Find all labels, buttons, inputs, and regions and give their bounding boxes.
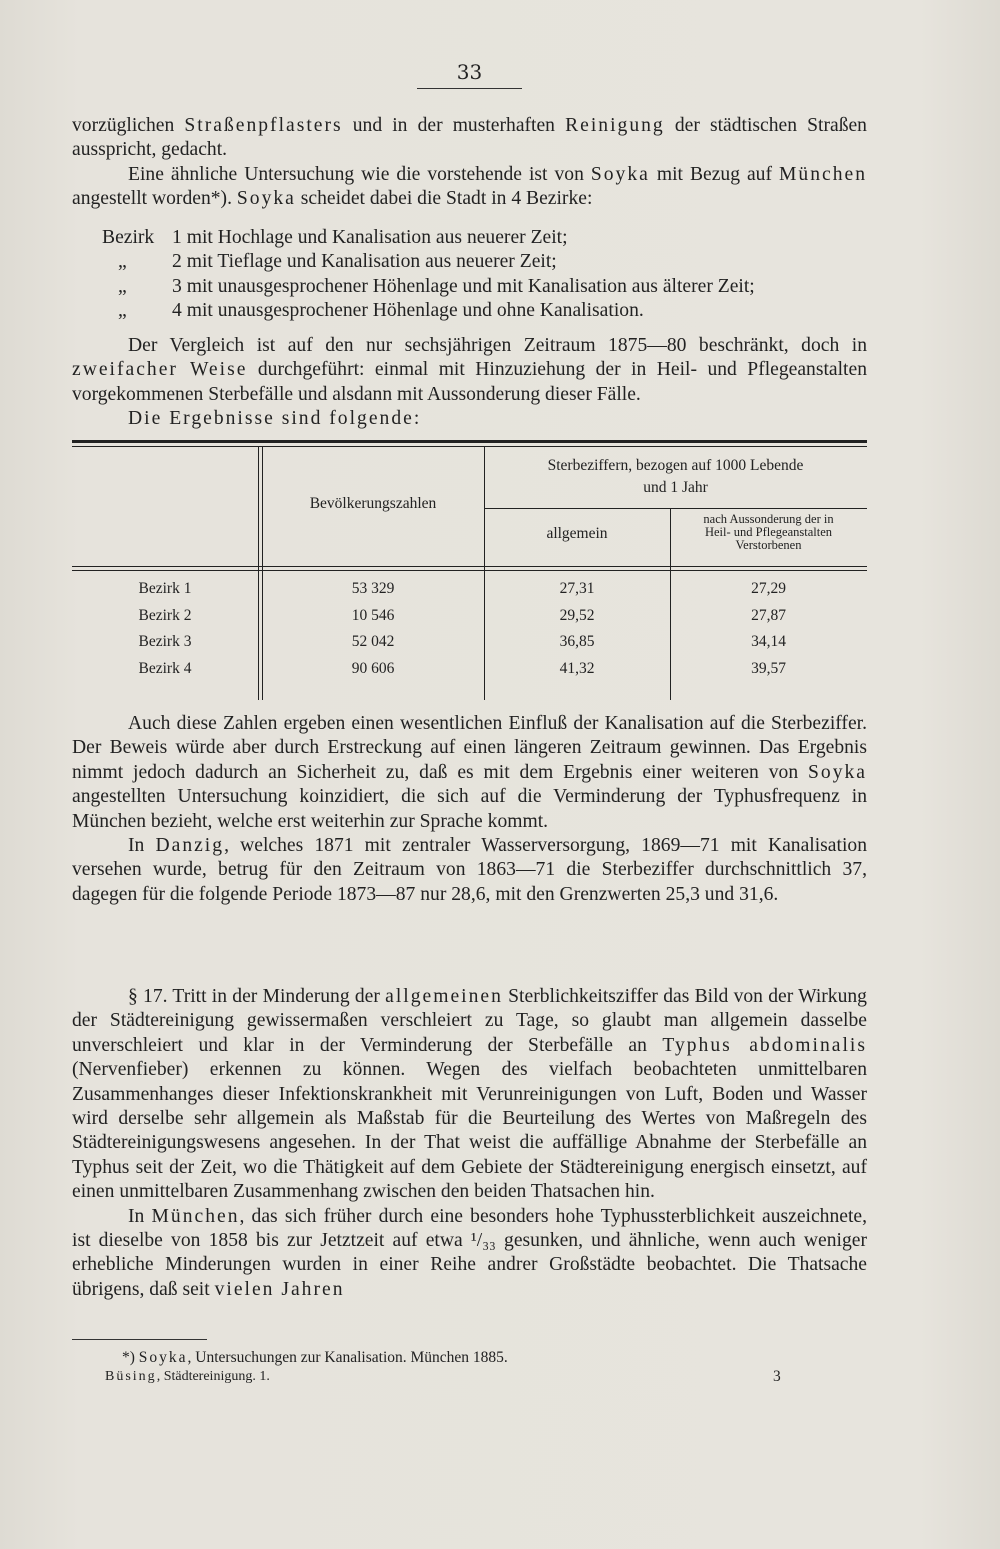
table-top-rule xyxy=(72,440,867,443)
header-mortality-line1: Sterbeziffern, bezogen auf 1000 Lebende xyxy=(547,457,804,474)
district-list xyxy=(102,226,755,324)
header-mortality-line2: und 1 Jahr xyxy=(643,479,708,496)
header-excl-line2: Heil- und Pflegeanstalten xyxy=(704,525,833,539)
text-block-section-17 xyxy=(72,985,867,1302)
table-top-rule-thin xyxy=(72,446,867,447)
paragraph-6: In Danzig, welches 1871 mit zentraler Wasserversorgung, 1869—71 mit Kanalisation versehen wurde, betrug für den Zeitraum von 1863—71 die Sterbeziffer durchschnittlich 37, dagegen für die folgende Periode 1873—87 nur 28,6, mit den Grenzwerten 25,3 und 31,6. xyxy=(72,835,867,905)
paragraph-2: Eine ähnliche Untersuchung wie die vorstehende ist von Soyka mit Bezug auf München angestellt worden*). Soyka scheidet dabei die Stadt in 4 Bezirke: xyxy=(72,163,867,210)
paragraph-1: vorzüglichen Straßenpflasters und in der musterhaften Reinigung der städtischen Straßen ausspricht, gedacht. xyxy=(72,115,867,161)
page-number: 33 xyxy=(417,60,522,89)
mortality-table xyxy=(72,440,867,700)
row-2-district: Bezirk 2 xyxy=(138,606,192,624)
header-excl-line3: Verstorbenen xyxy=(735,538,802,552)
paragraph-5: Auch diese Zahlen ergeben einen wesentlichen Einfluß der Kanalisation auf die Sterbeziffer. Der Beweis würde aber durch Erstreckung auf einen längeren Zeitraum gewinnen. Das Ergebnis nimmt jedoch dadurch an Sicherheit zu, daß es mit dem Ergebnis einer weiteren von Soyka angestellten Untersuchung koinzidiert, die sich auf die Verminderung der Typhusfrequenz in München bezieht, welche erst weiterhin zur Sprache kommt. xyxy=(72,713,867,832)
signature-line: Büsing, Städtereinigung. 1. xyxy=(105,1369,270,1384)
row-4-population: 90 606 xyxy=(351,659,395,677)
header-bottom-rule-2 xyxy=(72,570,867,571)
row-4-district: Bezirk 4 xyxy=(138,659,192,677)
header-bottom-rule xyxy=(72,566,867,567)
row-4-excl: 39,57 xyxy=(751,659,786,677)
district-item: Bezirk 1 mit Hochlage und Kanalisation aus neuerer Zeit; xyxy=(102,227,568,248)
row-3-general: 36,85 xyxy=(559,633,595,650)
footnote: *) Soyka, Untersuchungen zur Kanalisation. München 1885. xyxy=(122,1349,508,1366)
district-item: „ 4 mit unausgesprochener Höhenlage und ohne Kanalisation. xyxy=(118,300,644,322)
text-block-main xyxy=(72,712,867,907)
sheet-number: 3 xyxy=(773,1368,781,1385)
paragraph-7: § 17. Tritt in der Minderung der allgemeinen Sterblichkeitsziffer das Bild von der Wirkung der Städtereinigung gewissermaßen verschleiert zu Tage, so glaubt man allgemein dasselbe unverschleiert und klar in der Verminderung der Sterbefälle an Typhus abdominalis (Nervenfieber) erkennen zu können. Wegen des vielfach beobachteten unmittelbaren Zusammenhanges dieser Infektionskrankheit mit Verunreinigungen von Luft, Boden und Wasser wird derselbe sehr allgemein als Maßstab für die Beurteilung des Wertes von Maßregeln des Städtereinigungswesens angesehen. In der That weist die auffällige Abnahme der Sterbefälle an Typhus seit der Zeit, wo die Thätigkeit auf dem Gebiete der Städtereinigung energisch einsetzt, auf einen unmittelbaren Zusammenhang zwischen den beiden Thatsachen hin. xyxy=(72,986,867,1203)
col-divider-1 xyxy=(258,447,259,700)
row-3-excl: 34,14 xyxy=(751,633,786,650)
text-block-intro xyxy=(72,334,867,432)
row-1-population: 53 329 xyxy=(351,580,395,597)
paragraph-4: Die Ergebnisse sind folgende: xyxy=(128,408,422,430)
row-3-district: Bezirk 3 xyxy=(138,633,192,650)
district-item: „ 2 mit Tieflage und Kanalisation aus neuerer Zeit; xyxy=(118,251,557,273)
row-1-district: Bezirk 1 xyxy=(138,580,192,597)
row-2-general: 29,52 xyxy=(559,606,595,624)
paragraph-3: Der Vergleich ist auf den nur sechsjährigen Zeitraum 1875—80 beschränkt, doch in zweifacher Weise durchgeführt: einmal mit Hinzuziehung der in Heil- und Pflegeanstalten vorgekommenen Sterbefälle und alsdann mit Aussonderung dieser Fälle. xyxy=(72,335,867,405)
row-1-excl: 27,29 xyxy=(751,580,786,597)
row-2-population: 10 546 xyxy=(351,606,395,624)
footnote-rule xyxy=(72,1339,207,1340)
header-population: Bevölkerungszahlen xyxy=(309,495,437,512)
text-block-top xyxy=(72,114,867,212)
row-3-population: 52 042 xyxy=(351,633,395,650)
header-general: allgemein xyxy=(546,525,608,542)
row-1-general: 27,31 xyxy=(559,580,595,597)
district-item: „ 3 mit unausgesprochener Höhenlage und mit Kanalisation aus älterer Zeit; xyxy=(118,275,755,297)
header-excl-line1: nach Aussonderung der in xyxy=(703,512,834,526)
header-group-rule xyxy=(484,508,867,509)
paragraph-8: In München, das sich früher durch eine besonders hohe Typhussterblichkeit auszeichnete, ist dieselbe von 1858 bis zur Jetztzeit auf etwa ¹/₃₃ gesunken, und ähnliche, wenn auch weniger erhebliche Minderungen wurden in einer Reihe andrer Großstädte beobachtet. Die Thatsache übrigens, daß seit vielen Jahren xyxy=(72,1205,868,1300)
row-4-general: 41,32 xyxy=(559,659,595,677)
row-2-excl: 27,87 xyxy=(751,606,786,624)
